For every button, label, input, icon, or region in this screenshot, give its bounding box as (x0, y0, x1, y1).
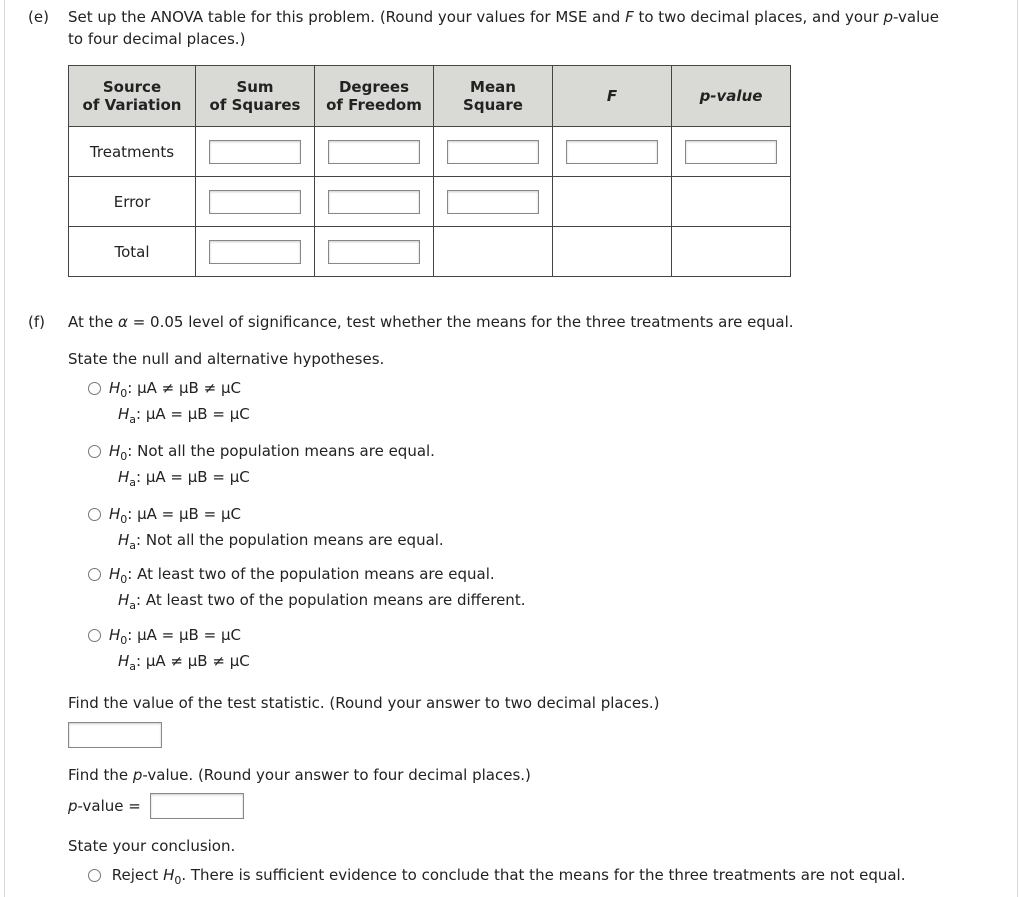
ss-total-input[interactable] (209, 240, 301, 264)
ha-text: : μA = μB = μC (136, 468, 250, 486)
ha-text: : At least two of the population means are different. (136, 591, 526, 609)
header-f: F (553, 66, 672, 127)
radio-button[interactable] (88, 869, 101, 882)
part-e-instruction-line2: to four decimal places.) (68, 30, 246, 48)
radio-button[interactable] (88, 629, 101, 642)
part-f-instruction: At the α = 0.05 level of significance, test whether the means for the three treatments are equal. (68, 313, 794, 331)
radio-button[interactable] (88, 445, 101, 458)
header-sum-of-squares: Sum of Squares (196, 66, 315, 127)
ha-text: : μA = μB = μC (136, 405, 250, 423)
empty-cell (434, 227, 553, 277)
conclusion-prompt: State your conclusion. (68, 837, 236, 855)
header-mean-square: Mean Square (434, 66, 553, 127)
test-statistic-prompt: Find the value of the test statistic. (Round your answer to two decimal places.) (68, 694, 660, 712)
empty-cell (672, 227, 791, 277)
h0-text: : μA = μB = μC (127, 626, 241, 644)
test-statistic-input[interactable] (68, 722, 162, 748)
radio-button[interactable] (88, 382, 101, 395)
anova-row-total (69, 227, 791, 277)
row-label-error: Error (69, 177, 196, 227)
ms-treatments-input[interactable] (447, 140, 539, 164)
empty-cell (553, 227, 672, 277)
h0-text: : μA ≠ μB ≠ μC (127, 379, 241, 397)
h0-text: : μA = μB = μC (127, 505, 241, 523)
p-value-prompt: Find the p-value. (Round your answer to four decimal places.) (68, 766, 531, 784)
ha-text: : μA ≠ μB ≠ μC (136, 652, 250, 670)
h0-text: : Not all the population means are equal. (127, 442, 435, 460)
part-e-instruction: Set up the ANOVA table for this problem. (Round your values for MSE and F to two decimal places, and your p-value (68, 8, 940, 26)
df-error-input[interactable] (328, 190, 420, 214)
part-e-letter: (e) (28, 8, 49, 26)
p-value-input[interactable] (150, 793, 244, 819)
row-label-total: Total (69, 227, 196, 277)
ha-text: : Not all the population means are equal. (136, 531, 444, 549)
hypotheses-prompt: State the null and alternative hypotheses. (68, 350, 385, 368)
df-total-input[interactable] (328, 240, 420, 264)
empty-cell (672, 177, 791, 227)
anova-row-error (69, 177, 791, 227)
empty-cell (553, 177, 672, 227)
ss-error-input[interactable] (209, 190, 301, 214)
radio-button[interactable] (88, 568, 101, 581)
ss-treatments-input[interactable] (209, 140, 301, 164)
header-source: Source of Variation (69, 66, 196, 127)
anova-table (68, 65, 791, 277)
p-value-table-input[interactable] (685, 140, 777, 164)
conclusion-option-1[interactable]: Reject $H_0$. There is sufficient evidence to conclude that the means for the three treatments are not equal. (88, 866, 906, 887)
part-f-letter: (f) (28, 313, 45, 331)
radio-button[interactable] (88, 508, 101, 521)
df-treatments-input[interactable] (328, 140, 420, 164)
anova-row-treatments (69, 127, 791, 177)
ms-error-input[interactable] (447, 190, 539, 214)
h0-text: : At least two of the population means are equal. (127, 565, 495, 583)
header-degrees-of-freedom: Degrees of Freedom (315, 66, 434, 127)
anova-header-row (69, 66, 791, 127)
f-input[interactable] (566, 140, 658, 164)
p-value-label: p-value = (68, 797, 141, 815)
header-p-value: p-value (672, 66, 791, 127)
row-label-treatments: Treatments (69, 127, 196, 177)
